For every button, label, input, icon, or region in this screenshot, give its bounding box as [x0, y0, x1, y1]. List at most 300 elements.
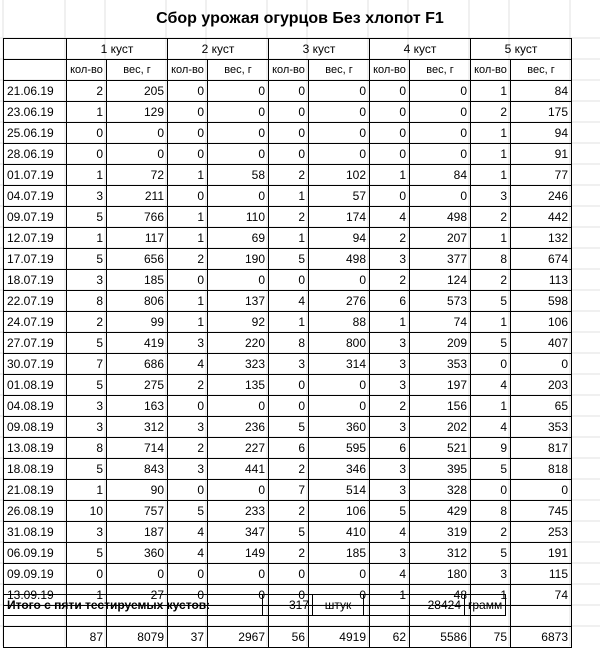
weight-cell: 207 [410, 228, 471, 249]
weight-cell: 0 [309, 270, 370, 291]
count-cell: 2 [370, 270, 410, 291]
sheet-title: Сбор урожая огурцов Без хлопот F1 [156, 10, 444, 27]
weight-cell: 0 [208, 144, 269, 165]
weight-cell: 48 [410, 585, 471, 606]
weight-cell: 65 [511, 396, 572, 417]
count-header: кол-во [370, 60, 410, 81]
table-row [4, 165, 572, 186]
table-row [4, 354, 572, 375]
weight-cell: 149 [208, 543, 269, 564]
count-cell: 5 [67, 207, 107, 228]
count-cell: 3 [370, 543, 410, 564]
weight-cell: 818 [511, 459, 572, 480]
count-cell: 3 [168, 417, 208, 438]
table-row [4, 81, 572, 102]
count-cell: 0 [269, 270, 309, 291]
weight-cell: 202 [410, 417, 471, 438]
weight-cell: 92 [208, 312, 269, 333]
date-cell: 22.07.19 [4, 291, 67, 312]
count-cell: 2 [269, 501, 309, 522]
summary-table [3, 594, 506, 616]
weight-cell: 84 [511, 81, 572, 102]
count-cell: 4 [471, 417, 511, 438]
date-cell: 09.08.19 [4, 417, 67, 438]
count-header: кол-во [168, 60, 208, 81]
weight-cell: 0 [208, 102, 269, 123]
total-weight-cell: 5586 [410, 627, 471, 648]
table-row [4, 480, 572, 501]
weight-cell: 0 [410, 144, 471, 165]
date-cell: 04.07.19 [4, 186, 67, 207]
date-cell: 17.07.19 [4, 249, 67, 270]
weight-cell: 312 [410, 543, 471, 564]
weight-cell: 0 [208, 585, 269, 606]
count-cell: 8 [67, 438, 107, 459]
count-cell: 0 [370, 144, 410, 165]
count-cell: 8 [471, 249, 511, 270]
weight-cell: 180 [410, 564, 471, 585]
count-cell: 1 [370, 165, 410, 186]
count-cell: 3 [67, 417, 107, 438]
weight-cell: 69 [208, 228, 269, 249]
count-cell: 2 [370, 396, 410, 417]
date-cell: 06.09.19 [4, 543, 67, 564]
weight-cell: 360 [309, 417, 370, 438]
harvest-table [3, 38, 572, 648]
weight-cell: 0 [107, 123, 168, 144]
count-cell: 0 [269, 396, 309, 417]
count-cell: 4 [168, 354, 208, 375]
weight-header: вес, г [309, 60, 370, 81]
summary-count-unit: штук [313, 595, 364, 616]
count-cell: 0 [269, 144, 309, 165]
weight-header: вес, г [208, 60, 269, 81]
weight-header: вес, г [410, 60, 471, 81]
count-cell: 2 [370, 228, 410, 249]
count-cell: 2 [67, 81, 107, 102]
weight-cell: 0 [309, 564, 370, 585]
weight-cell: 0 [107, 144, 168, 165]
weight-cell: 102 [309, 165, 370, 186]
weight-cell: 442 [511, 207, 572, 228]
date-cell: 18.08.19 [4, 459, 67, 480]
count-cell: 3 [67, 396, 107, 417]
count-cell: 2 [471, 522, 511, 543]
weight-cell: 441 [208, 459, 269, 480]
count-cell: 1 [67, 228, 107, 249]
weight-cell: 0 [410, 186, 471, 207]
count-cell: 0 [370, 81, 410, 102]
count-cell: 7 [67, 354, 107, 375]
weight-cell: 185 [107, 270, 168, 291]
weight-cell: 595 [309, 438, 370, 459]
count-cell: 0 [168, 144, 208, 165]
weight-cell: 395 [410, 459, 471, 480]
count-cell: 3 [269, 354, 309, 375]
count-cell: 0 [370, 102, 410, 123]
count-cell: 0 [168, 186, 208, 207]
weight-cell: 0 [309, 81, 370, 102]
count-cell: 4 [269, 291, 309, 312]
weight-cell: 0 [309, 375, 370, 396]
count-cell: 2 [471, 207, 511, 228]
weight-cell: 72 [107, 165, 168, 186]
weight-cell: 174 [309, 207, 370, 228]
count-cell: 0 [168, 396, 208, 417]
date-cell: 30.07.19 [4, 354, 67, 375]
date-header-cell [4, 60, 67, 81]
weight-cell: 106 [511, 312, 572, 333]
count-cell: 2 [269, 459, 309, 480]
weight-cell: 190 [208, 249, 269, 270]
weight-cell: 0 [309, 585, 370, 606]
count-cell: 0 [168, 480, 208, 501]
date-cell: 31.08.19 [4, 522, 67, 543]
weight-cell: 0 [208, 564, 269, 585]
weight-cell: 0 [309, 102, 370, 123]
weight-cell: 0 [208, 270, 269, 291]
count-cell: 4 [168, 543, 208, 564]
empty-cell [511, 606, 572, 627]
weight-cell: 573 [410, 291, 471, 312]
count-cell: 1 [471, 312, 511, 333]
weight-cell: 0 [309, 123, 370, 144]
count-cell: 1 [168, 312, 208, 333]
count-cell: 7 [269, 480, 309, 501]
weight-cell: 220 [208, 333, 269, 354]
weight-cell: 197 [410, 375, 471, 396]
count-cell: 3 [168, 333, 208, 354]
weight-cell: 800 [309, 333, 370, 354]
date-cell: 13.08.19 [4, 438, 67, 459]
count-cell: 0 [168, 564, 208, 585]
weight-cell: 91 [511, 144, 572, 165]
weight-cell: 0 [410, 81, 471, 102]
count-cell: 1 [168, 291, 208, 312]
weight-cell: 129 [107, 102, 168, 123]
count-cell: 3 [471, 564, 511, 585]
weight-cell: 314 [309, 354, 370, 375]
weight-cell: 227 [208, 438, 269, 459]
summary-weight-unit: грамм [465, 595, 506, 616]
count-cell: 6 [370, 438, 410, 459]
count-cell: 8 [67, 291, 107, 312]
count-cell: 0 [67, 123, 107, 144]
count-cell: 3 [370, 249, 410, 270]
weight-cell: 110 [208, 207, 269, 228]
count-cell: 3 [370, 417, 410, 438]
weight-cell: 745 [511, 501, 572, 522]
count-cell: 5 [67, 459, 107, 480]
weight-cell: 117 [107, 228, 168, 249]
weight-cell: 410 [309, 522, 370, 543]
total-count-cell: 75 [471, 627, 511, 648]
summary-weight: 28424 [415, 595, 465, 616]
date-cell: 28.06.19 [4, 144, 67, 165]
weight-cell: 90 [107, 480, 168, 501]
count-cell: 0 [67, 144, 107, 165]
count-cell: 6 [269, 438, 309, 459]
count-cell: 1 [269, 312, 309, 333]
weight-cell: 353 [511, 417, 572, 438]
count-cell: 0 [67, 564, 107, 585]
weight-cell: 407 [511, 333, 572, 354]
weight-cell: 0 [208, 186, 269, 207]
count-cell: 0 [471, 480, 511, 501]
count-cell: 2 [471, 270, 511, 291]
weight-cell: 0 [208, 396, 269, 417]
table-row [4, 228, 572, 249]
weight-header: вес, г [511, 60, 572, 81]
count-cell: 0 [370, 186, 410, 207]
bush-header-2: 2 куст [168, 39, 269, 60]
count-cell: 0 [168, 270, 208, 291]
weight-cell: 806 [107, 291, 168, 312]
count-cell: 1 [67, 480, 107, 501]
count-cell: 5 [269, 417, 309, 438]
count-header: кол-во [67, 60, 107, 81]
weight-cell: 328 [410, 480, 471, 501]
summary-count: 317 [263, 595, 313, 616]
corner-cell [4, 39, 67, 60]
count-cell: 8 [269, 333, 309, 354]
date-cell: 13.09.19 [4, 585, 67, 606]
total-weight-cell: 2967 [208, 627, 269, 648]
count-cell: 0 [269, 585, 309, 606]
weight-cell: 0 [208, 81, 269, 102]
bush-header-4: 4 куст [370, 39, 471, 60]
weight-cell: 0 [107, 564, 168, 585]
count-cell: 1 [471, 144, 511, 165]
count-cell: 6 [370, 291, 410, 312]
date-cell: 26.08.19 [4, 501, 67, 522]
count-cell: 1 [269, 228, 309, 249]
count-cell: 1 [269, 186, 309, 207]
weight-cell: 0 [309, 396, 370, 417]
weight-cell: 360 [107, 543, 168, 564]
weight-cell: 203 [511, 375, 572, 396]
weight-cell: 132 [511, 228, 572, 249]
count-cell: 1 [370, 585, 410, 606]
weight-cell: 187 [107, 522, 168, 543]
weight-cell: 377 [410, 249, 471, 270]
date-cell: 21.06.19 [4, 81, 67, 102]
count-cell: 1 [471, 585, 511, 606]
table-row [4, 501, 572, 522]
weight-cell: 205 [107, 81, 168, 102]
weight-cell: 276 [309, 291, 370, 312]
count-cell: 5 [471, 543, 511, 564]
count-cell: 2 [168, 438, 208, 459]
total-weight-cell: 8079 [107, 627, 168, 648]
count-cell: 0 [269, 375, 309, 396]
date-cell: 24.07.19 [4, 312, 67, 333]
summary-row [4, 595, 506, 616]
weight-cell: 106 [309, 501, 370, 522]
table-row [4, 333, 572, 354]
weight-cell: 674 [511, 249, 572, 270]
weight-cell: 57 [309, 186, 370, 207]
weight-cell: 656 [107, 249, 168, 270]
weight-cell: 514 [309, 480, 370, 501]
weight-cell: 211 [107, 186, 168, 207]
count-cell: 3 [471, 186, 511, 207]
weight-cell: 175 [511, 102, 572, 123]
summary-spacer [364, 595, 415, 616]
weight-cell: 236 [208, 417, 269, 438]
count-cell: 1 [168, 165, 208, 186]
count-cell: 0 [168, 102, 208, 123]
count-cell: 1 [67, 585, 107, 606]
weight-cell: 137 [208, 291, 269, 312]
weight-cell: 115 [511, 564, 572, 585]
count-cell: 0 [269, 564, 309, 585]
table-row [4, 186, 572, 207]
weight-cell: 74 [511, 585, 572, 606]
count-cell: 1 [168, 228, 208, 249]
weight-cell: 135 [208, 375, 269, 396]
count-header: кол-во [471, 60, 511, 81]
weight-cell: 191 [511, 543, 572, 564]
count-cell: 10 [67, 501, 107, 522]
count-cell: 5 [67, 249, 107, 270]
weight-cell: 323 [208, 354, 269, 375]
count-header: кол-во [269, 60, 309, 81]
date-cell: 27.07.19 [4, 333, 67, 354]
summary-label: Итого с пяти тестируемых кустов: [4, 595, 263, 616]
weight-cell: 312 [107, 417, 168, 438]
count-cell: 0 [168, 123, 208, 144]
count-cell: 3 [67, 186, 107, 207]
count-cell: 0 [471, 354, 511, 375]
bush-header-1: 1 куст [67, 39, 168, 60]
total-count-cell: 62 [370, 627, 410, 648]
count-cell: 2 [168, 375, 208, 396]
table-row [4, 144, 572, 165]
count-cell: 2 [269, 165, 309, 186]
count-cell: 9 [471, 438, 511, 459]
count-cell: 5 [471, 333, 511, 354]
weight-cell: 498 [309, 249, 370, 270]
count-cell: 4 [168, 522, 208, 543]
weight-cell: 275 [107, 375, 168, 396]
date-cell: 21.08.19 [4, 480, 67, 501]
weight-cell: 0 [511, 480, 572, 501]
count-cell: 4 [370, 564, 410, 585]
count-cell: 3 [370, 459, 410, 480]
table-row [4, 396, 572, 417]
weight-cell: 88 [309, 312, 370, 333]
weight-cell: 163 [107, 396, 168, 417]
total-weight-cell: 6873 [511, 627, 572, 648]
sub-header-row [4, 60, 572, 81]
count-cell: 3 [370, 480, 410, 501]
count-cell: 0 [269, 102, 309, 123]
count-cell: 1 [471, 228, 511, 249]
count-cell: 3 [370, 333, 410, 354]
weight-cell: 353 [410, 354, 471, 375]
weight-cell: 714 [107, 438, 168, 459]
table-row [4, 522, 572, 543]
count-cell: 1 [471, 396, 511, 417]
total-count-cell: 37 [168, 627, 208, 648]
count-cell: 5 [370, 501, 410, 522]
count-cell: 1 [471, 81, 511, 102]
weight-cell: 0 [511, 354, 572, 375]
count-cell: 2 [269, 207, 309, 228]
count-cell: 2 [67, 312, 107, 333]
table-row [4, 459, 572, 480]
weight-cell: 94 [511, 123, 572, 144]
count-cell: 5 [168, 501, 208, 522]
date-cell: 18.07.19 [4, 270, 67, 291]
total-weight-cell: 4919 [309, 627, 370, 648]
date-cell: 01.08.19 [4, 375, 67, 396]
table-row [4, 249, 572, 270]
count-cell: 2 [471, 102, 511, 123]
weight-cell: 817 [511, 438, 572, 459]
date-cell: 23.06.19 [4, 102, 67, 123]
count-cell: 2 [168, 249, 208, 270]
weight-cell: 498 [410, 207, 471, 228]
weight-cell: 84 [410, 165, 471, 186]
table-row [4, 312, 572, 333]
weight-cell: 74 [410, 312, 471, 333]
total-count-cell: 56 [269, 627, 309, 648]
weight-cell: 77 [511, 165, 572, 186]
weight-cell: 27 [107, 585, 168, 606]
table-row [4, 207, 572, 228]
count-cell: 3 [168, 459, 208, 480]
count-cell: 3 [370, 375, 410, 396]
weight-cell: 0 [208, 480, 269, 501]
weight-cell: 185 [309, 543, 370, 564]
date-cell: 12.07.19 [4, 228, 67, 249]
count-cell: 0 [269, 123, 309, 144]
weight-cell: 0 [410, 102, 471, 123]
count-cell: 5 [67, 543, 107, 564]
weight-cell: 209 [410, 333, 471, 354]
weight-cell: 253 [511, 522, 572, 543]
weight-cell: 233 [208, 501, 269, 522]
count-cell: 8 [471, 501, 511, 522]
count-cell: 2 [269, 543, 309, 564]
count-cell: 1 [471, 123, 511, 144]
weight-cell: 843 [107, 459, 168, 480]
count-cell: 0 [168, 585, 208, 606]
totals-row [4, 627, 572, 648]
date-cell: 04.08.19 [4, 396, 67, 417]
weight-cell: 319 [410, 522, 471, 543]
count-cell: 5 [471, 291, 511, 312]
count-cell: 1 [370, 312, 410, 333]
weight-cell: 757 [107, 501, 168, 522]
weight-cell: 419 [107, 333, 168, 354]
weight-cell: 429 [410, 501, 471, 522]
count-cell: 5 [269, 249, 309, 270]
weight-cell: 766 [107, 207, 168, 228]
weight-cell: 99 [107, 312, 168, 333]
table-row [4, 123, 572, 144]
table-row [4, 543, 572, 564]
weight-cell: 347 [208, 522, 269, 543]
date-cell: 09.07.19 [4, 207, 67, 228]
table-row [4, 564, 572, 585]
count-cell: 5 [269, 522, 309, 543]
totals-label-cell [4, 627, 67, 648]
weight-cell: 521 [410, 438, 471, 459]
count-cell: 1 [67, 165, 107, 186]
